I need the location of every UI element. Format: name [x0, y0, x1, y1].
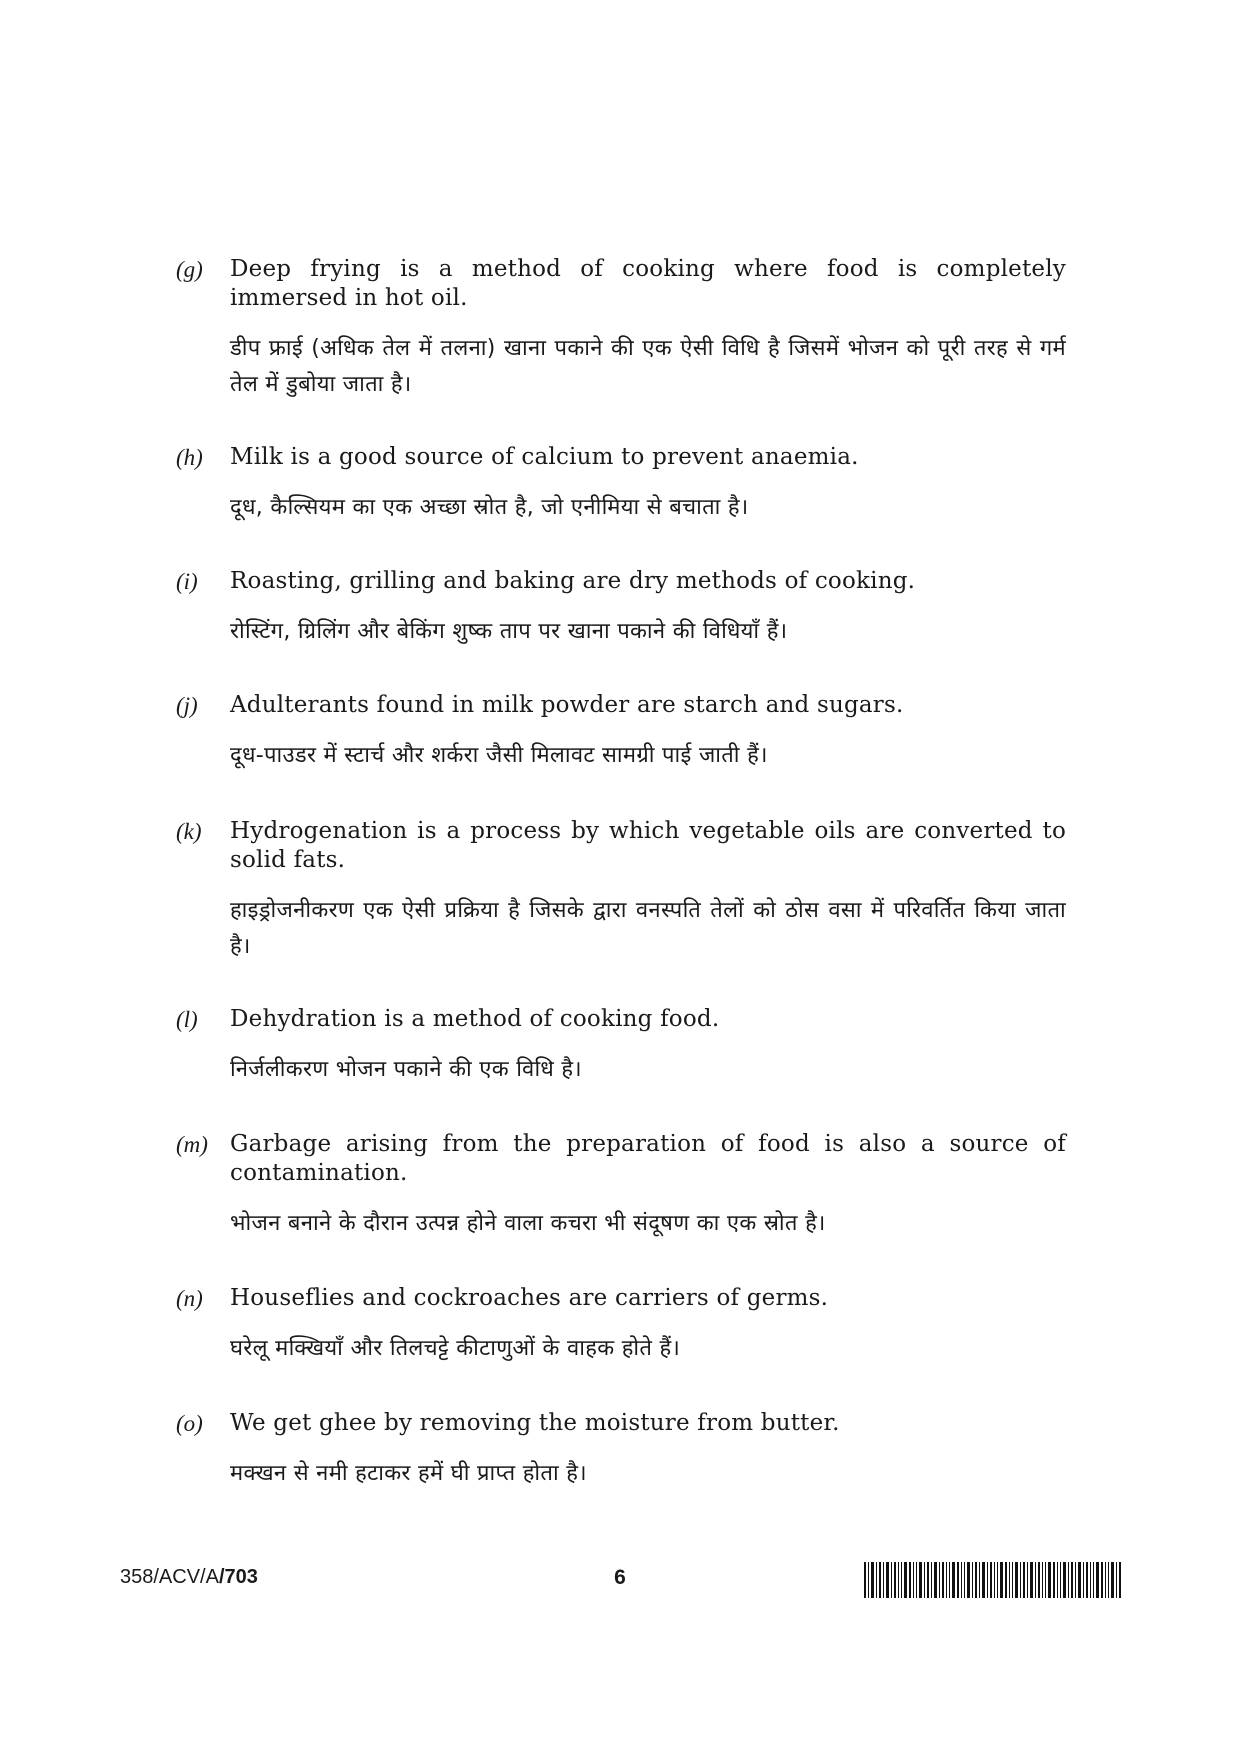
item-label: (i) — [176, 569, 198, 594]
item-label: (n) — [176, 1286, 203, 1311]
item-hindi-text: दूध-पाउडर में स्टार्च और शर्करा जैसी मिलावट सामग्री पाई जाती हैं। — [230, 743, 768, 768]
item-english-text: We get ghee by removing the moisture from butter. — [230, 1410, 840, 1436]
item-hindi-text: डीप फ्राई (अधिक तेल में तलना) खाना पकाने की एक ऐसी विधि है जिसमें भोजन को पूरी तरह से गर्म तेल में डुबोया जाता है। — [230, 336, 1066, 397]
item-english-text: Dehydration is a method of cooking food. — [230, 1006, 720, 1032]
question-item-n — [176, 1284, 1066, 1367]
item-label: (l) — [176, 1007, 198, 1032]
item-label: (m) — [176, 1132, 208, 1157]
item-english-text: Milk is a good source of calcium to prevent anaemia. — [230, 444, 859, 470]
item-hindi-text: घरेलू मक्खियाँ और तिलचट्टे कीटाणुओं के वाहक होते हैं। — [230, 1336, 681, 1361]
item-label: (k) — [176, 819, 202, 844]
page-footer — [0, 1566, 1241, 1606]
question-item-o — [176, 1409, 1066, 1492]
item-label: (g) — [176, 257, 203, 282]
page-number: 6 — [614, 1566, 626, 1589]
item-hindi-text: भोजन बनाने के दौरान उत्पन्न होने वाला कचरा भी संदूषण का एक स्रोत है। — [230, 1211, 826, 1236]
item-hindi-text: निर्जलीकरण भोजन पकाने की एक विधि है। — [230, 1057, 582, 1082]
question-item-j — [176, 691, 1066, 774]
item-english-text: Adulterants found in milk powder are starch and sugars. — [230, 692, 904, 718]
item-hindi-text: मक्खन से नमी हटाकर हमें घी प्राप्त होता है। — [230, 1461, 587, 1486]
question-item-k — [176, 817, 1066, 965]
barcode-icon — [864, 1562, 1122, 1598]
item-label: (j) — [176, 693, 198, 718]
item-english-text: Hydrogenation is a process by which vegetable oils are converted to solid fats. — [230, 818, 1066, 873]
item-english-text: Roasting, grilling and baking are dry methods of cooking. — [230, 568, 916, 594]
question-item-m — [176, 1130, 1066, 1242]
item-hindi-text: दूध, कैल्सियम का एक अच्छा स्रोत है, जो एनीमिया से बचाता है। — [230, 495, 749, 520]
item-english-text: Houseflies and cockroaches are carriers of germs. — [230, 1285, 829, 1311]
question-item-l — [176, 1005, 1066, 1088]
item-hindi-text: रोस्टिंग, ग्रिलिंग और बेकिंग शुष्क ताप पर खाना पकाने की विधियाँ हैं। — [230, 619, 788, 644]
question-item-h — [176, 443, 1066, 526]
paper-code-prefix: 358/ACV/A — [120, 1566, 219, 1588]
question-item-g — [176, 255, 1066, 403]
item-label: (o) — [176, 1411, 203, 1436]
question-item-i — [176, 567, 1066, 650]
paper-code — [120, 1566, 258, 1589]
item-english-text: Garbage arising from the preparation of food is also a source of contamination. — [230, 1131, 1066, 1186]
item-hindi-text: हाइड्रोजनीकरण एक ऐसी प्रक्रिया है जिसके द्वारा वनस्पति तेलों को ठोस वसा में परिवर्तित किया जाता है। — [230, 898, 1066, 959]
paper-code-number: /703 — [218, 1566, 258, 1588]
item-label: (h) — [176, 445, 203, 470]
item-english-text: Deep frying is a method of cooking where food is completely immersed in hot oil. — [230, 256, 1066, 311]
